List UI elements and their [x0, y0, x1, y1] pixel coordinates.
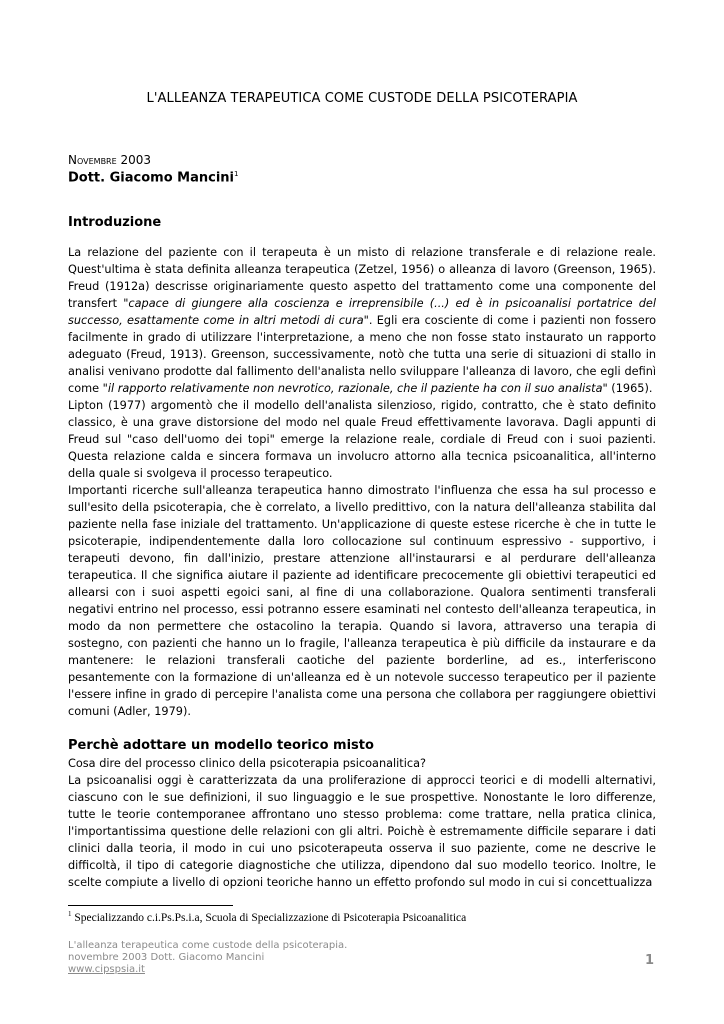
intro-paragraph-3: Importanti ricerche sull'alleanza terapeutica hanno dimostrato l'influenza che essa ha sul processo e sull'esito della psicoterapia, che è correlato, a livello predittivo, con la natura dell'alleanza stabilita dal paziente nella fase iniziale del trattamento. Un'applicazione di queste estese ricerche è che in tutte le psicoterapie, indipendentemente dalla loro collocazione sul continuum espressivo - supportivo, i terapeuti devono, fin dall'inizio, prestare attenzione all'instaurarsi e al perdurare dell'alleanza terapeutica. Il che significa aiutare il paziente ad identificare precocemente gli obiettivi terapeutici ed allearsi con i suoi aspetti egoici sani, al fine di una collaborazione. Qualora sentimenti transferali negativi entrino nel processo, essi potranno essere esaminati nel contesto dell'alleanza terapeutica, in modo da non permettere che ostacolino la terapia. Quando si lavora, attraverso una terapia di sostegno, con pazienti che hanno un Io fragile, l'alleanza terapeutica è più difficile da instaurare e da mantenere: le relazioni transferali caotiche del paziente borderline, ad es., interferiscono pesantemente con la formazione di un'alleanza ed è un notevole successo terapeutico per il paziente l'essere infine in grado di percepire l'analista come una persona che collabora per raggiungere obiettivi comuni (Adler, 1979). [68, 484, 656, 718]
footer-line-title: L'alleanza terapeutica come custode della psicoterapia. [68, 940, 348, 951]
section2-paragraph-2: La psicoanalisi oggi è caratterizzata da una proliferazione di approcci teorici e di modelli alternativi, ciascuno con le sue definizioni, il suo linguaggio e le sue prospettive. Nonostante le loro differenze, tutte le teorie contemporanee affrontano uno stesso problema: come trattare, nella pratica clinica, l'importantissima questione delle relazioni con gli altri. Poichè è estremamente difficile separare i dati clinici dalla teoria, il modo in cui uno psicoterapeuta osserva il suo paziente, come ne descrive le difficoltà, il tipo di categorie diagnostiche che utilizza, dipendono dal suo modello teorico. Inoltre, le scelte compiute a livello di opzioni teoriche hanno un effetto profondo sul modo in cui si concettualizza [68, 774, 656, 889]
footnote-number: 1 [68, 910, 72, 918]
footnote-divider [68, 905, 233, 906]
author-name: Dott. Giacomo Mancini [68, 170, 234, 186]
intro-p1-quote-freud: "capace di giungere alla coscienza e irreprensibile (...) ed è in psicoanalisi portatrice del successo, esattamente come in altri metodi di cura" [68, 297, 656, 327]
page-footer [68, 940, 347, 976]
intro-paragraph-2: Lipton (1977) argomentò che il modello dell'analista silenzioso, rigido, contratto, che è stato definito classico, è una grave distorsione del modo nel quale Freud effettivamente lavorava. Dagli appunti di Freud sul "caso dell'uomo dei topi" emerge la relazione reale, cordiale di Freud con i suoi pazienti. Questa relazione calda e sincera formava un involucro attorno alla tecnica psicoanalitica, all'interno della quale si svolgeva il processo terapeutico. [68, 399, 656, 480]
author-footnote-ref[interactable]: 1 [234, 170, 239, 178]
intro-heading: Introduzione [68, 215, 162, 230]
footnote-text: Specializzando c.i.Ps.Ps.i.a, Scuola di Specializzazione di Psicoterapia Psicoanalitica [71, 911, 467, 924]
section2-body [68, 755, 656, 891]
intro-p1-text-c: (1965). [607, 382, 653, 395]
intro-p1-text-a: La relazione del paziente con il terapeuta è un misto di relazione transferale e di relazione reale. Quest'ultima è stata definita alleanza terapeutica (Zetzel, 1956) o alleanza di lavoro (Greenson, 1965). Freud (1912a) descrisse originariamente questo aspetto del trattamento come una componente del transfert [68, 246, 656, 310]
document-title: L'ALLEANZA TERAPEUTICA COME CUSTODE DELLA PSICOTERAPIA [146, 91, 578, 106]
footer-line-author: novembre 2003 Dott. Giacomo Mancini [68, 952, 265, 963]
intro-p1-quote-greenson: "il rapporto relativamente non nevrotico, razionale, che il paziente ha con il suo analista" [102, 382, 608, 395]
section2-heading: Perchè adottare un modello teorico misto [68, 738, 374, 753]
intro-paragraph-1 [68, 244, 656, 397]
footnote [68, 910, 466, 924]
document-author [68, 170, 238, 185]
intro-body [68, 244, 656, 720]
intro-p1-text-b: . Egli era cosciente di come i pazienti non fossero facilmente in grado di utilizzare l'interpretazione, a meno che non fosse stato instaurato un rapporto adeguato (Freud, 1913). Greenson, successivamente, notò che tutta una serie di situazioni di stallo in analisi venivano prodotte dal fallimento dell'analista nello sviluppare l'alleanza di lavoro, che egli definì come [68, 314, 656, 395]
document-date: Novembre 2003 [68, 153, 152, 167]
page-number: 1 [645, 953, 655, 968]
section2-paragraph-1: Cosa dire del processo clinico della psicoterapia psicoanalitica? [68, 757, 427, 770]
footer-website-link[interactable]: www.cipspsia.it [68, 964, 145, 975]
